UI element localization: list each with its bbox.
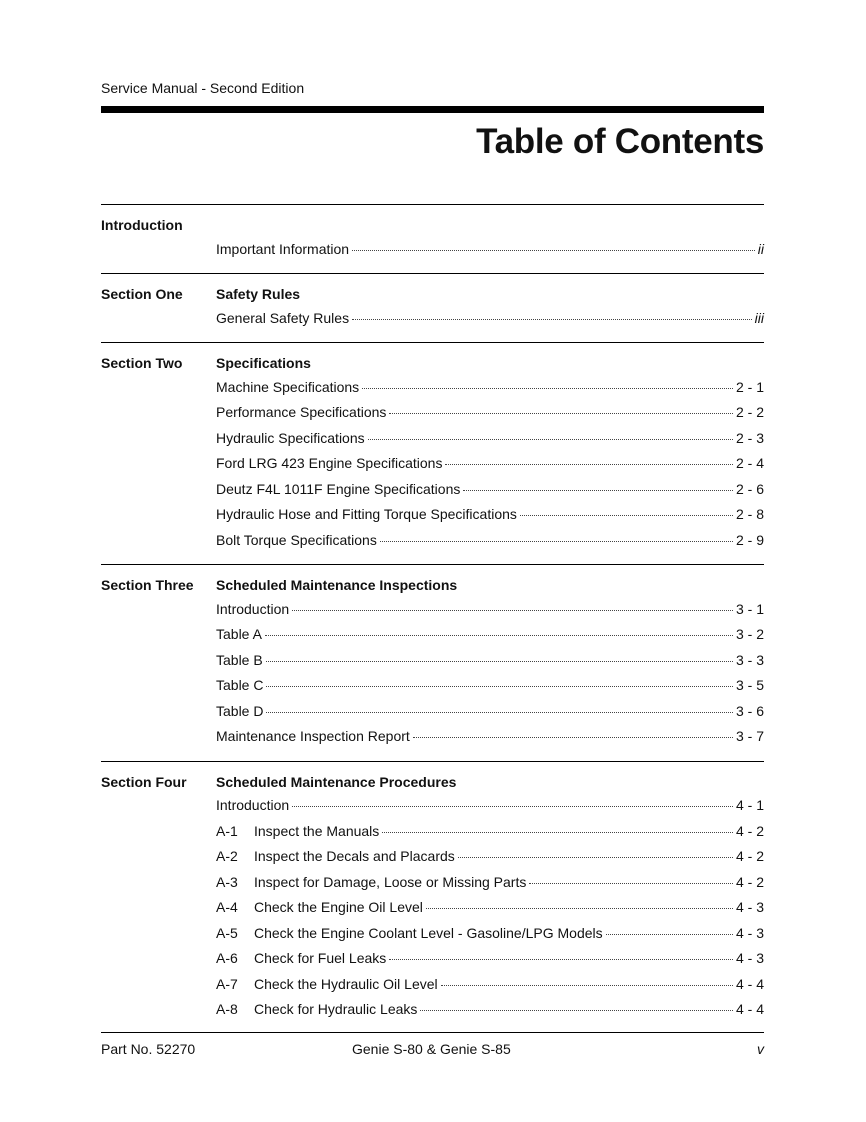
entry-page: 4 - 2 [735, 873, 764, 890]
part-number: Part No. 52270 [101, 1041, 196, 1057]
entry-code: A-2 [216, 848, 238, 864]
section-heading [101, 772, 764, 792]
section-title: Scheduled Maintenance Procedures [216, 773, 457, 790]
section-label: Section Two [101, 355, 183, 371]
entry-title: Inspect the Manuals [254, 822, 380, 839]
entry-page: 4 - 2 [735, 822, 764, 839]
model-name: Genie S-80 & Genie S-85 [352, 1041, 511, 1057]
section-label: Section Three [101, 577, 194, 593]
dot-leader [352, 319, 752, 320]
toc-entry[interactable] [216, 241, 764, 261]
entry-title: Ford LRG 423 Engine Specifications [216, 455, 443, 471]
header-rule [101, 106, 764, 113]
toc-section [101, 761, 764, 1034]
dot-leader [266, 712, 733, 713]
toc-entry[interactable] [216, 848, 764, 868]
entry-page: 2 - 2 [735, 404, 764, 420]
toc-entry[interactable] [216, 677, 764, 697]
dot-leader [529, 883, 733, 884]
toc-entry[interactable] [216, 950, 764, 970]
toc-section [101, 342, 764, 564]
entry-page: 2 - 3 [735, 429, 764, 446]
entry-page: iii [754, 309, 764, 326]
entry-code: A-3 [216, 873, 238, 890]
entry-page: 4 - 3 [735, 950, 764, 966]
section-label: Section One [101, 286, 183, 302]
toc-section [101, 204, 764, 273]
entry-page: 4 - 4 [735, 975, 764, 992]
toc-entry[interactable] [216, 455, 764, 475]
page-number: v [757, 1041, 764, 1057]
section-label: Section Four [101, 773, 187, 790]
dot-leader [520, 515, 733, 516]
dot-leader [266, 686, 733, 687]
entry-page: 4 - 1 [735, 797, 764, 813]
entry-code: A-4 [216, 899, 238, 915]
toc-entry[interactable] [216, 703, 764, 723]
entry-title: Machine Specifications [216, 378, 360, 395]
entry-title: Check for Fuel Leaks [254, 950, 387, 966]
dot-leader [265, 635, 733, 636]
toc-entry[interactable] [216, 823, 764, 843]
entry-title: Introduction [216, 600, 290, 617]
section-title: Scheduled Maintenance Inspections [216, 577, 458, 593]
toc-section [101, 273, 764, 342]
entry-page: 3 - 5 [735, 677, 764, 693]
page-header: Service Manual - Second Edition [101, 80, 305, 96]
entry-title: Bolt Torque Specifications [216, 531, 377, 548]
dot-leader [445, 464, 733, 465]
toc-entry[interactable] [216, 728, 764, 748]
dot-leader [368, 439, 733, 440]
page-title: Table of Contents [476, 122, 764, 161]
section-title: Specifications [216, 355, 311, 371]
entry-page: 3 - 1 [735, 600, 764, 617]
section-label: Introduction [101, 217, 183, 233]
entry-code: A-7 [216, 975, 238, 992]
entry-page: 3 - 7 [735, 728, 764, 744]
page-footer [101, 1032, 764, 1063]
toc-entry[interactable] [216, 532, 764, 552]
dot-leader [352, 250, 755, 251]
section-heading [101, 353, 764, 373]
entry-code: A-1 [216, 822, 238, 839]
dot-leader [389, 413, 733, 414]
toc-entry[interactable] [216, 899, 764, 919]
toc-entry[interactable] [216, 310, 764, 330]
toc-entry[interactable] [216, 874, 764, 894]
section-title: Safety Rules [216, 286, 301, 302]
toc-entry[interactable] [216, 506, 764, 526]
entry-title: Table C [216, 677, 264, 693]
entry-page: ii [757, 240, 764, 257]
dot-leader [292, 806, 733, 807]
dot-leader [266, 661, 733, 662]
dot-leader [292, 610, 733, 611]
entry-title: Table B [216, 651, 263, 668]
entry-page: 4 - 2 [735, 848, 764, 864]
entry-page: 3 - 2 [735, 626, 764, 642]
dot-leader [380, 541, 733, 542]
dot-leader [458, 857, 733, 858]
entry-page: 2 - 8 [735, 506, 764, 522]
section-heading [101, 575, 764, 595]
entry-page: 2 - 9 [735, 531, 764, 548]
dot-leader [389, 959, 733, 960]
entry-page: 4 - 4 [735, 1001, 764, 1017]
entry-title: Introduction [216, 797, 290, 813]
entry-page: 4 - 3 [735, 924, 764, 941]
toc-entry[interactable] [216, 925, 764, 945]
entry-title: Inspect the Decals and Placards [254, 848, 455, 864]
dot-leader [463, 490, 733, 491]
dot-leader [413, 737, 733, 738]
entry-title: Check the Engine Oil Level [254, 899, 423, 915]
dot-leader [362, 388, 733, 389]
entry-page: 2 - 4 [735, 455, 764, 471]
entry-page: 2 - 1 [735, 378, 764, 395]
toc-entry[interactable] [216, 430, 764, 450]
entry-title: Check for Hydraulic Leaks [254, 1001, 418, 1017]
toc-entry[interactable] [216, 379, 764, 399]
toc-entry[interactable] [216, 976, 764, 996]
entry-title: Hydraulic Hose and Fitting Torque Specifications [216, 506, 517, 522]
dot-leader [382, 832, 733, 833]
section-heading [101, 284, 764, 304]
entry-page: 3 - 6 [735, 702, 764, 719]
toc-entry[interactable] [216, 481, 764, 501]
toc-entry[interactable] [216, 626, 764, 646]
entry-title: Important Information [216, 240, 350, 257]
entry-title: Table A [216, 626, 262, 642]
entry-title: Hydraulic Specifications [216, 429, 365, 446]
toc-entry[interactable] [216, 404, 764, 424]
entry-code: A-5 [216, 924, 238, 941]
entry-title: Check the Engine Coolant Level - Gasoline/LPG Models [254, 924, 603, 941]
dot-leader [441, 985, 733, 986]
entry-title: Check the Hydraulic Oil Level [254, 975, 438, 992]
entry-page: 4 - 3 [735, 899, 764, 915]
entry-title: Performance Specifications [216, 404, 387, 420]
section-heading [101, 215, 764, 235]
entry-title: General Safety Rules [216, 309, 350, 326]
entry-title: Table D [216, 702, 264, 719]
toc-entry[interactable] [216, 601, 764, 621]
dot-leader [426, 908, 733, 909]
entry-code: A-6 [216, 950, 238, 966]
toc-entry[interactable] [216, 797, 764, 817]
entry-page: 3 - 3 [735, 651, 764, 668]
toc-entry[interactable] [216, 652, 764, 672]
entry-title: Inspect for Damage, Loose or Missing Parts [254, 873, 527, 890]
entry-code: A-8 [216, 1001, 238, 1017]
toc-section [101, 564, 764, 761]
dot-leader [606, 934, 733, 935]
toc-entry[interactable] [216, 1001, 764, 1021]
entry-title: Deutz F4L 1011F Engine Specifications [216, 480, 461, 497]
entry-page: 2 - 6 [735, 480, 764, 497]
table-of-contents [101, 204, 764, 1034]
entry-title: Maintenance Inspection Report [216, 728, 410, 744]
dot-leader [420, 1010, 733, 1011]
